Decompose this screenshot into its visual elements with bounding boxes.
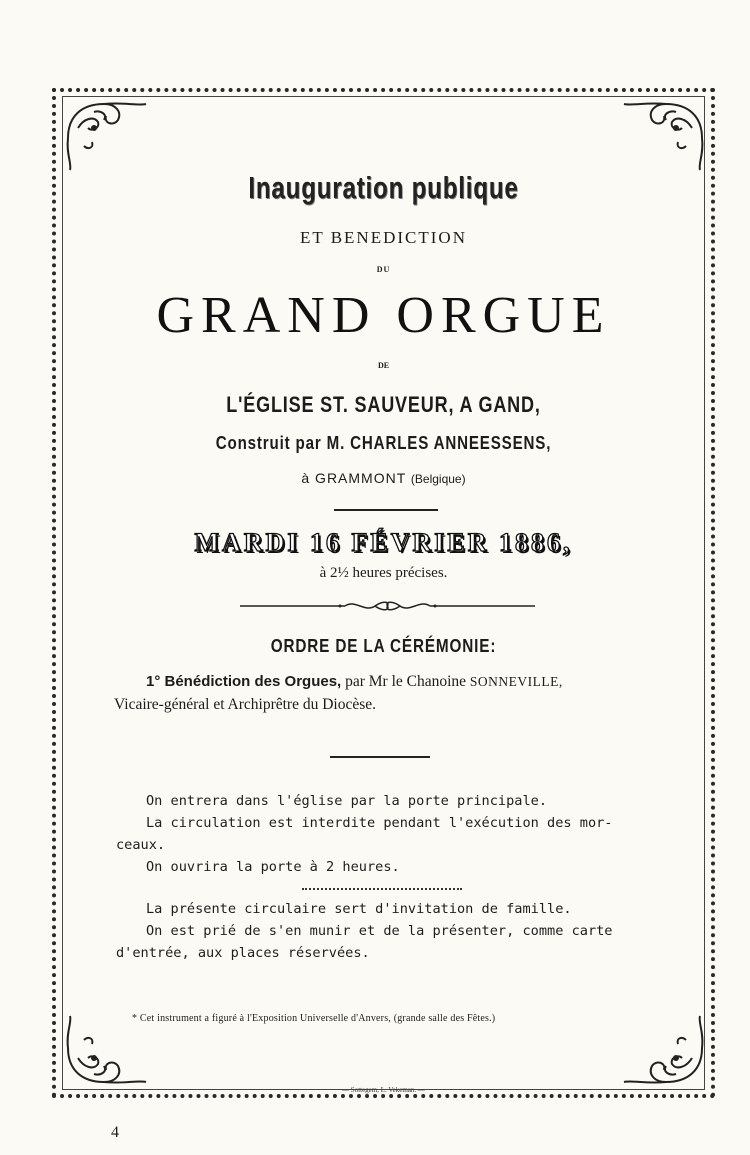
corner-ornament-bottom-left	[64, 1014, 148, 1088]
ceremony-item	[114, 670, 674, 716]
builder-line: Construit par M. CHARLES ANNEESSENS,	[215, 433, 552, 453]
event-date: MARDI 16 FÉVRIER 1886,	[194, 528, 573, 557]
corner-ornament-top-right	[622, 98, 706, 172]
footnote: * Cet instrument a figuré à l'Exposition Universelle d'Anvers, (grande salle des Fêtes.)	[132, 1013, 496, 1024]
place-country: (Belgique)	[410, 472, 466, 486]
title-grand-orgue: GRAND ORGUE	[156, 287, 611, 344]
dotted-divider	[302, 888, 462, 890]
ceremony-item-line2: Vicaire-général et Archiprêtre du Diocèse.	[114, 696, 377, 713]
notes-block	[116, 790, 676, 964]
divider-rule	[334, 509, 438, 511]
corner-ornament-top-left	[64, 98, 148, 172]
ceremony-item-lead: 1° Bénédiction des Orgues,	[146, 673, 342, 690]
ornamental-divider	[240, 597, 535, 615]
church-name: L'ÉGLISE ST. SAUVEUR, A GAND,	[226, 392, 541, 417]
builder-location	[62, 470, 705, 486]
note-line: On ouvrira la porte à 2 heures.	[146, 859, 400, 875]
note-line: On entrera dans l'église par la porte principale.	[146, 793, 548, 809]
event-time: à 2½ heures précises.	[319, 565, 448, 581]
connector-du: DU	[376, 265, 391, 274]
connector-de: DE	[377, 361, 390, 370]
note-line: La circulation est interdite pendant l'exécution des mor-	[146, 815, 613, 831]
note-line: d'entrée, aux places réservées.	[116, 945, 370, 961]
note-line: On est prié de s'en munir et de la présenter, comme carte	[146, 923, 613, 939]
page-number: 4	[111, 1124, 119, 1141]
note-line: La présente circulaire sert d'invitation de famille.	[146, 901, 572, 917]
subtitle-benediction: ET BENEDICTION	[300, 228, 467, 247]
ceremony-heading: ORDRE DE LA CÉRÉMONIE:	[270, 636, 497, 656]
place-main: à GRAMMONT	[301, 470, 407, 486]
ceremony-item-name: SONNEVILLE,	[469, 674, 563, 689]
note-line: ceaux.	[116, 837, 166, 853]
divider-rule-2	[330, 756, 430, 758]
ceremony-item-by: par Mr le Chanoine	[345, 673, 467, 690]
corner-ornament-bottom-right	[622, 1014, 706, 1088]
printer-credit: — Sottegem, L. Vekeman. —	[342, 1086, 425, 1094]
title-inauguration: Inauguration publique	[248, 170, 519, 205]
